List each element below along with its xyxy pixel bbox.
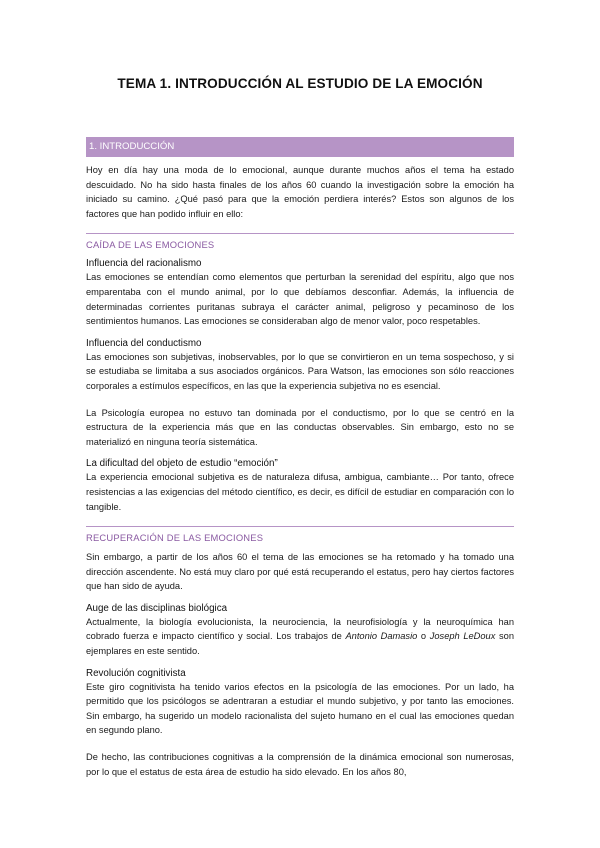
- paragraph-auge: [86, 615, 514, 659]
- paragraph-recuperacion-intro: Sin embargo, a partir de los años 60 el tema de las emociones se ha retomado y ha tomado una dirección ascendente. No está muy claro por qué está recuperando el estatus, pero hay ciertos factores que han sido de ayuda.: [86, 552, 514, 592]
- document-body: [86, 163, 514, 779]
- paragraph-racionalismo: Las emociones se entendían como elementos que perturban la serenidad del espíritu, algo que nos emparentaba con el mundo animal, por lo que debíamos desconfiar. Además, la influencia de determinadas corrientes puritanas subraya el carácter animal, peligroso y pecaminoso de los sentimientos humanos. Las emociones se consideraban algo de menor valor, poco respetables.: [86, 272, 514, 327]
- section-heading: 1. INTRODUCCIÓN: [86, 137, 514, 157]
- paragraph-psicologia-europea: La Psicología europea no estuvo tan dominada por el conductismo, por lo que se centró en la estructura de la experiencia más que en las conductas observables. Sin embargo, esto no se materializó en ninguna teoría sistemática.: [86, 407, 514, 447]
- subheading-revolucion: Revolución cognitivista: [86, 667, 186, 679]
- paragraph-revolucion: Este giro cognitivista ha tenido varios efectos en la psicología de las emociones. Por un lado, ha permitido que los psicólogos se adentraran a estudiar el mundo subjetivo, y por tanto las emociones. Sin embargo, ha sugerido un modelo racionalista del sujeto humano en el cual las emociones quedan en segundo plano.: [86, 681, 514, 736]
- paragraph-dificultad: La experiencia emocional subjetiva es de naturaleza difusa, ambigua, cambiante… Por tanto, ofrece resistencias a las exigencias del método científico, es decir, es difícil de estudiar en comparación con lo tangible.: [86, 472, 514, 512]
- author-damasio: Antonio Damasio: [345, 631, 418, 642]
- subheading-dificultad: La dificultad del objeto de estudio “emoción”: [86, 458, 278, 470]
- intro-paragraph: Hoy en día hay una moda de lo emocional, aunque durante muchos años el tema ha estado descuidado. No ha sido hasta finales de los años 60 cuando la investigación sobre la emoción ha iniciado su camino. ¿Qué pasó para que la emoción perdiera interés? Estos son algunos de los factores que han podido influir en ello:: [86, 165, 514, 219]
- subheading-racionalismo: Influencia del racionalismo: [86, 258, 202, 270]
- category-heading-recuperacion: RECUPERACIÓN DE LAS EMOCIONES: [86, 526, 514, 545]
- auge-text-b: o: [417, 631, 430, 642]
- page-title: TEMA 1. INTRODUCCIÓN AL ESTUDIO DE LA EMOCIÓN: [117, 76, 483, 91]
- subheading-auge: Auge de las disciplinas biológica: [86, 602, 228, 614]
- paragraph-de-hecho: De hecho, las contribuciones cognitivas a la comprensión de la dinámica emocional son numerosas, por lo que el estatus de esta área de estudio ha sido elevado. En los años 80,: [86, 752, 514, 777]
- auge-text-a: Actualmente, la biología evolucionista, la neurociencia, la neurofisiología y la neuroquímica han cobrado fuerza e impacto científico y social. Los trabajos de: [86, 616, 514, 642]
- subheading-conductismo: Influencia del conductismo: [86, 337, 202, 349]
- paragraph-conductismo: Las emociones son subjetivas, inobservables, por lo que se convirtieron en un tema sospechoso, y si se estudiaba se limitaba a sus asociados orgánicos. Para Watson, las emociones son sólo reacciones corporales a estímulos específicos, en las que la experiencia subjetiva no es esencial.: [86, 351, 514, 391]
- category-heading-caida: CAÍDA DE LAS EMOCIONES: [86, 233, 514, 252]
- author-ledoux: Joseph LeDoux: [429, 631, 496, 642]
- auge-text-c: son ejemplares en este sentido.: [86, 631, 515, 657]
